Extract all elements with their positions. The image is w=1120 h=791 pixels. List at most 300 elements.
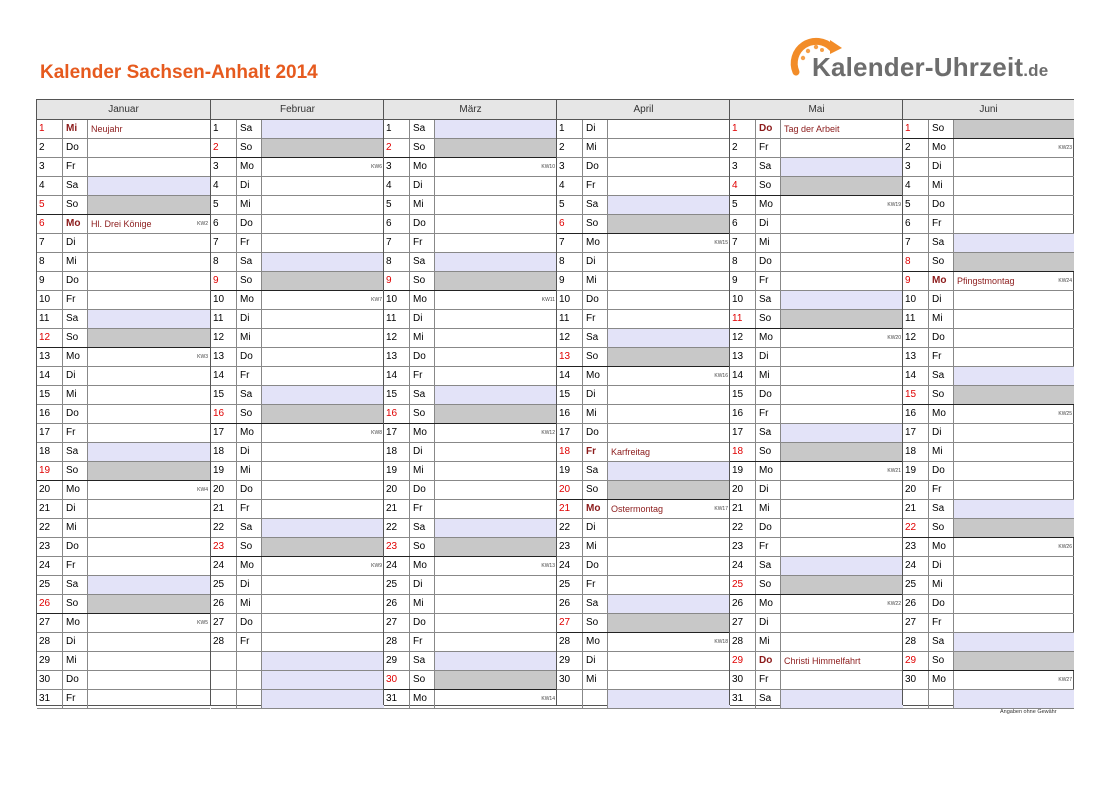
day-row[interactable]: [903, 519, 1074, 538]
day-number: 8: [39, 256, 45, 267]
day-row[interactable]: [384, 405, 557, 424]
day-note: [262, 215, 384, 233]
day-note: [781, 462, 903, 480]
day-row[interactable]: [903, 158, 1074, 177]
day-row[interactable]: [903, 272, 1074, 291]
day-row[interactable]: [730, 120, 903, 139]
day-row[interactable]: [384, 215, 557, 234]
day-number: 31: [732, 693, 744, 704]
day-row[interactable]: [211, 367, 384, 386]
day-note: [608, 177, 730, 195]
weekday: Sa: [755, 158, 781, 176]
day-row[interactable]: [384, 196, 557, 215]
day-row[interactable]: [557, 481, 730, 500]
day-row[interactable]: [730, 538, 903, 557]
day-note: [954, 158, 1074, 176]
weekday: Do: [62, 671, 88, 689]
day-row[interactable]: [384, 652, 557, 671]
day-note: [262, 120, 384, 138]
day-row[interactable]: [903, 481, 1074, 500]
day-row[interactable]: [730, 614, 903, 633]
day-row[interactable]: [384, 671, 557, 690]
day-row[interactable]: [211, 519, 384, 538]
day-number: 15: [213, 389, 225, 400]
day-row[interactable]: [557, 462, 730, 481]
day-row[interactable]: [211, 272, 384, 291]
day-row[interactable]: [37, 196, 210, 215]
day-row[interactable]: [903, 348, 1074, 367]
day-number: 23: [905, 541, 917, 552]
day-row[interactable]: [557, 234, 730, 253]
day-number: 2: [39, 142, 45, 153]
day-row[interactable]: [211, 234, 384, 253]
week-number: KW12: [541, 430, 555, 436]
day-row[interactable]: [384, 633, 557, 652]
day-row[interactable]: [37, 519, 210, 538]
weekday: Fr: [236, 367, 262, 385]
disclaimer: Angaben ohne Gewähr: [1000, 709, 1057, 715]
day-row[interactable]: [730, 329, 903, 348]
month-header: Februar: [211, 100, 384, 120]
day-row[interactable]: [730, 576, 903, 595]
day-row[interactable]: [557, 405, 730, 424]
day-row[interactable]: [211, 671, 384, 690]
day-row[interactable]: [557, 690, 730, 709]
day-note: [608, 329, 730, 347]
weekday: Sa: [755, 291, 781, 309]
day-row[interactable]: [37, 538, 210, 557]
day-note: [88, 234, 210, 252]
day-note: [608, 443, 730, 461]
day-row[interactable]: [903, 538, 1074, 557]
weekday: Mi: [582, 139, 608, 157]
day-row[interactable]: [903, 177, 1074, 196]
day-row[interactable]: [730, 481, 903, 500]
day-row[interactable]: [37, 234, 210, 253]
day-row[interactable]: [557, 576, 730, 595]
day-note: [262, 310, 384, 328]
day-row[interactable]: [211, 348, 384, 367]
weekday: Sa: [755, 424, 781, 442]
day-row[interactable]: [211, 310, 384, 329]
day-row[interactable]: [730, 215, 903, 234]
day-row[interactable]: [37, 462, 210, 481]
day-row[interactable]: [557, 652, 730, 671]
weekday: Mi: [62, 253, 88, 271]
day-row[interactable]: [37, 272, 210, 291]
month-column: [556, 100, 730, 705]
day-row[interactable]: [211, 633, 384, 652]
day-row[interactable]: [384, 158, 557, 177]
day-note: [954, 614, 1074, 632]
day-row[interactable]: [730, 500, 903, 519]
day-row[interactable]: [730, 405, 903, 424]
day-row[interactable]: [211, 291, 384, 310]
day-row[interactable]: [37, 690, 210, 709]
day-row[interactable]: [384, 557, 557, 576]
day-row[interactable]: [730, 633, 903, 652]
weekday: Fr: [928, 614, 954, 632]
day-note: [262, 443, 384, 461]
day-row[interactable]: [730, 291, 903, 310]
day-row[interactable]: [211, 196, 384, 215]
weekday: Sa: [409, 386, 435, 404]
day-row[interactable]: [903, 500, 1074, 519]
day-row[interactable]: [730, 310, 903, 329]
day-row[interactable]: [211, 462, 384, 481]
day-number: 29: [386, 655, 398, 666]
month-header: Juni: [903, 100, 1074, 120]
day-row[interactable]: [557, 633, 730, 652]
day-row[interactable]: [384, 177, 557, 196]
day-row[interactable]: [730, 519, 903, 538]
day-row[interactable]: [903, 139, 1074, 158]
weekday: Di: [755, 481, 781, 499]
week-number: KW24: [1058, 278, 1072, 284]
day-row[interactable]: [384, 310, 557, 329]
day-note: [954, 595, 1074, 613]
day-row[interactable]: [903, 234, 1074, 253]
day-row[interactable]: [730, 462, 903, 481]
day-row[interactable]: [211, 690, 384, 709]
weekday: Mo: [928, 538, 954, 556]
weekday: So: [409, 139, 435, 157]
day-note: [262, 424, 384, 442]
day-row[interactable]: [384, 120, 557, 139]
day-row[interactable]: [903, 424, 1074, 443]
day-row[interactable]: [211, 253, 384, 272]
day-row[interactable]: [211, 405, 384, 424]
day-row[interactable]: [557, 177, 730, 196]
day-note: [88, 652, 210, 670]
day-number: 7: [39, 237, 45, 248]
day-row[interactable]: [37, 139, 210, 158]
day-row[interactable]: [384, 595, 557, 614]
day-row[interactable]: [730, 158, 903, 177]
day-row[interactable]: [211, 120, 384, 139]
day-row[interactable]: [37, 481, 210, 500]
day-row[interactable]: [730, 386, 903, 405]
day-number: 19: [559, 465, 571, 476]
day-row[interactable]: [557, 519, 730, 538]
day-row[interactable]: [37, 595, 210, 614]
day-row[interactable]: [557, 443, 730, 462]
day-row[interactable]: [384, 443, 557, 462]
day-note: [954, 139, 1074, 157]
day-row[interactable]: [384, 614, 557, 633]
day-row[interactable]: [557, 139, 730, 158]
day-row[interactable]: [37, 671, 210, 690]
day-row[interactable]: [211, 614, 384, 633]
weekday: Fr: [62, 690, 88, 708]
day-note: [781, 576, 903, 594]
day-row[interactable]: [903, 443, 1074, 462]
day-number: 26: [39, 598, 51, 609]
weekday: Mo: [409, 291, 435, 309]
day-row[interactable]: [557, 595, 730, 614]
weekday: Sa: [582, 595, 608, 613]
day-row[interactable]: [37, 215, 210, 234]
day-row[interactable]: [557, 253, 730, 272]
day-row[interactable]: [730, 595, 903, 614]
day-note: [435, 253, 557, 271]
day-row[interactable]: [37, 424, 210, 443]
day-row[interactable]: [557, 386, 730, 405]
day-row[interactable]: [384, 348, 557, 367]
day-row[interactable]: [37, 652, 210, 671]
day-number: 20: [559, 484, 571, 495]
day-note: [88, 139, 210, 157]
day-row[interactable]: [37, 386, 210, 405]
day-row[interactable]: [37, 120, 210, 139]
day-row[interactable]: [903, 291, 1074, 310]
day-row[interactable]: [903, 329, 1074, 348]
day-row[interactable]: [903, 196, 1074, 215]
day-row[interactable]: [557, 196, 730, 215]
day-note: [608, 139, 730, 157]
day-number: 28: [905, 636, 917, 647]
day-number: 14: [732, 370, 744, 381]
day-row[interactable]: [211, 557, 384, 576]
day-row[interactable]: [384, 424, 557, 443]
day-row[interactable]: [37, 614, 210, 633]
day-row[interactable]: [730, 671, 903, 690]
day-row[interactable]: [730, 348, 903, 367]
day-row[interactable]: [903, 633, 1074, 652]
day-row[interactable]: [730, 234, 903, 253]
day-row[interactable]: [37, 633, 210, 652]
day-row[interactable]: [730, 196, 903, 215]
day-row[interactable]: [211, 443, 384, 462]
day-row[interactable]: [557, 215, 730, 234]
day-row[interactable]: [211, 652, 384, 671]
weekday: [236, 690, 262, 708]
day-row[interactable]: [37, 443, 210, 462]
day-row[interactable]: [730, 272, 903, 291]
day-number: 20: [905, 484, 917, 495]
day-row[interactable]: [730, 253, 903, 272]
day-row[interactable]: [384, 481, 557, 500]
day-row[interactable]: [557, 424, 730, 443]
day-note: [608, 253, 730, 271]
day-row[interactable]: [211, 481, 384, 500]
day-row[interactable]: [903, 690, 1074, 709]
day-note: [88, 196, 210, 214]
day-note: [88, 253, 210, 271]
day-note: [262, 329, 384, 347]
weekday: Di: [62, 367, 88, 385]
day-row[interactable]: [730, 443, 903, 462]
weekday: Do: [236, 481, 262, 499]
day-note: [781, 367, 903, 385]
day-row[interactable]: [903, 557, 1074, 576]
day-number: 5: [39, 199, 45, 210]
day-row[interactable]: [903, 120, 1074, 139]
day-row[interactable]: [211, 595, 384, 614]
day-row[interactable]: [903, 310, 1074, 329]
day-row[interactable]: [730, 424, 903, 443]
day-row[interactable]: [557, 538, 730, 557]
day-row[interactable]: [37, 367, 210, 386]
day-row[interactable]: [384, 291, 557, 310]
day-row[interactable]: [557, 158, 730, 177]
weekday: Di: [582, 652, 608, 670]
day-note: [781, 215, 903, 233]
day-row[interactable]: [730, 177, 903, 196]
day-row[interactable]: [211, 538, 384, 557]
day-row[interactable]: [903, 386, 1074, 405]
day-number: [903, 690, 928, 708]
day-row[interactable]: [37, 557, 210, 576]
weekday: So: [582, 215, 608, 233]
day-row[interactable]: [903, 671, 1074, 690]
day-row[interactable]: [557, 671, 730, 690]
day-number: 19: [39, 465, 51, 476]
day-number: 5: [905, 199, 911, 210]
day-row[interactable]: [730, 139, 903, 158]
day-row[interactable]: [730, 557, 903, 576]
day-row[interactable]: [903, 595, 1074, 614]
day-note: [781, 557, 903, 575]
day-row[interactable]: [557, 367, 730, 386]
weekday: Mo: [582, 234, 608, 252]
day-row[interactable]: [211, 500, 384, 519]
day-row[interactable]: [384, 538, 557, 557]
day-row[interactable]: [557, 614, 730, 633]
day-row[interactable]: [557, 310, 730, 329]
day-row[interactable]: [384, 329, 557, 348]
day-row[interactable]: [903, 576, 1074, 595]
day-row[interactable]: [557, 291, 730, 310]
day-row[interactable]: [384, 462, 557, 481]
day-number: 4: [39, 180, 45, 191]
weekday: Do: [62, 538, 88, 556]
day-note: [88, 120, 210, 138]
day-row[interactable]: [557, 272, 730, 291]
day-row[interactable]: [211, 158, 384, 177]
day-note: [435, 690, 557, 708]
day-note: [435, 462, 557, 480]
day-row[interactable]: [903, 614, 1074, 633]
day-note: [262, 481, 384, 499]
day-number: 28: [559, 636, 571, 647]
weekday: So: [409, 671, 435, 689]
day-row[interactable]: [384, 272, 557, 291]
day-row[interactable]: [211, 329, 384, 348]
weekday: Mi: [928, 443, 954, 461]
day-row[interactable]: [903, 652, 1074, 671]
day-row[interactable]: [384, 576, 557, 595]
day-row[interactable]: [37, 348, 210, 367]
day-row[interactable]: [37, 576, 210, 595]
day-note: [608, 614, 730, 632]
day-note: [608, 595, 730, 613]
day-row[interactable]: [37, 291, 210, 310]
day-row[interactable]: [37, 405, 210, 424]
day-row[interactable]: [903, 215, 1074, 234]
weekday: Do: [236, 348, 262, 366]
day-row[interactable]: [211, 576, 384, 595]
weekday: Do: [409, 614, 435, 632]
weekday: So: [409, 272, 435, 290]
day-row[interactable]: [211, 386, 384, 405]
day-note: [88, 481, 210, 499]
day-row[interactable]: [384, 690, 557, 709]
day-note: [262, 595, 384, 613]
weekday: Di: [928, 424, 954, 442]
day-number: 12: [39, 332, 51, 343]
day-row[interactable]: [211, 215, 384, 234]
day-row[interactable]: [730, 367, 903, 386]
day-row[interactable]: [730, 690, 903, 709]
day-row[interactable]: [557, 557, 730, 576]
day-note: [781, 272, 903, 290]
day-row[interactable]: [557, 500, 730, 519]
day-row[interactable]: [730, 652, 903, 671]
day-row[interactable]: [384, 367, 557, 386]
day-number: 12: [559, 332, 571, 343]
day-row[interactable]: [903, 405, 1074, 424]
month-column: [210, 100, 384, 705]
day-row[interactable]: [384, 386, 557, 405]
day-number: 25: [39, 579, 51, 590]
weekday: Fr: [755, 139, 781, 157]
weekday: So: [928, 652, 954, 670]
day-note: [262, 291, 384, 309]
weekday: Fr: [409, 633, 435, 651]
day-row[interactable]: [903, 462, 1074, 481]
day-number: 21: [39, 503, 51, 514]
day-note: [88, 158, 210, 176]
day-row[interactable]: [384, 519, 557, 538]
day-row[interactable]: [384, 139, 557, 158]
day-number: 8: [386, 256, 392, 267]
day-row[interactable]: [37, 329, 210, 348]
day-number: 23: [39, 541, 51, 552]
day-note: [435, 405, 557, 423]
weekday: Mo: [409, 424, 435, 442]
day-row[interactable]: [557, 348, 730, 367]
day-row[interactable]: [37, 177, 210, 196]
day-row[interactable]: [211, 177, 384, 196]
day-number: 16: [559, 408, 571, 419]
day-number: 30: [386, 674, 398, 685]
day-row[interactable]: [37, 253, 210, 272]
day-number: 25: [559, 579, 571, 590]
month-header: April: [557, 100, 730, 120]
day-number: 3: [559, 161, 565, 172]
week-number: KW2: [197, 221, 208, 227]
day-row[interactable]: [903, 253, 1074, 272]
day-row[interactable]: [384, 500, 557, 519]
day-row[interactable]: [37, 500, 210, 519]
day-row[interactable]: [211, 424, 384, 443]
day-row[interactable]: [557, 120, 730, 139]
day-row[interactable]: [557, 329, 730, 348]
day-number: 17: [559, 427, 571, 438]
day-row[interactable]: [384, 253, 557, 272]
logo-name: Kalender-Uhrzeit: [812, 52, 1024, 82]
day-row[interactable]: [384, 234, 557, 253]
day-row[interactable]: [37, 310, 210, 329]
weekday: Sa: [236, 253, 262, 271]
weekday: So: [62, 462, 88, 480]
day-row[interactable]: [903, 367, 1074, 386]
day-note: [608, 462, 730, 480]
day-row[interactable]: [211, 139, 384, 158]
day-row[interactable]: [37, 158, 210, 177]
logo[interactable]: [786, 34, 1076, 94]
